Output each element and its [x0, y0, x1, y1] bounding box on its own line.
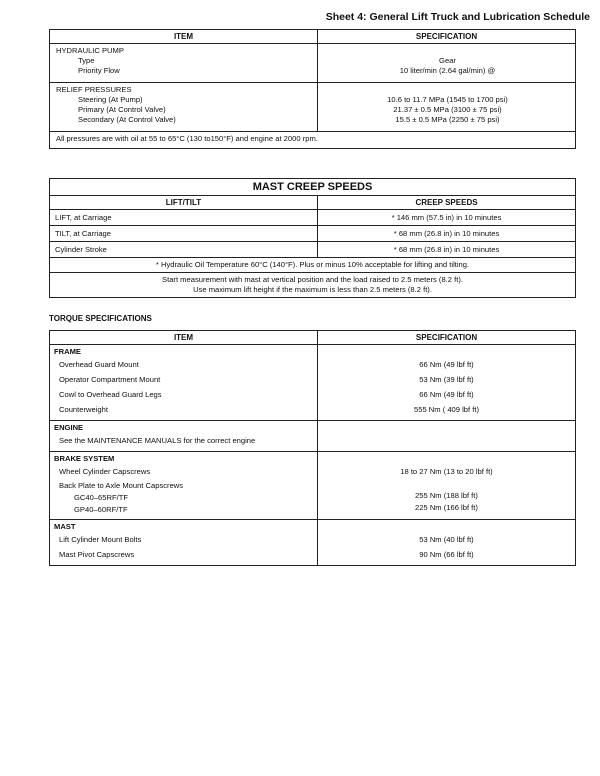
mast-item-label: Lift Cylinder Mount Bolts	[59, 535, 142, 544]
mast-item-value: 90 Nm (66 lbf ft)	[419, 550, 474, 559]
secondary-value: 15.5 ± 0.5 MPa (2250 ± 75 psi)	[395, 115, 500, 124]
col-header-lift-tilt: LIFT/TILT	[50, 196, 318, 210]
table-row	[50, 132, 576, 149]
general-spec-table	[49, 29, 576, 149]
mast-item-label: Mast Pivot Capscrews	[59, 550, 135, 559]
gp-model-value: 225 Nm (166 lbf ft)	[415, 503, 478, 512]
creep-row-label: Cylinder Stroke	[50, 242, 318, 258]
mast-creep-table	[49, 178, 576, 298]
priority-flow-label: Priority Flow	[78, 66, 120, 75]
wheel-cylinder-value: 18 to 27 Nm (13 to 20 lbf ft)	[400, 467, 493, 476]
table-row	[50, 421, 576, 452]
creep-row-label: TILT, at Carriage	[50, 226, 318, 242]
frame-item-label: Operator Compartment Mount	[59, 375, 161, 384]
frame-section: FRAME	[54, 347, 81, 356]
creep-row-label: LIFT, at Carriage	[50, 210, 318, 226]
table-row	[50, 258, 576, 273]
col-header-specification: SPECIFICATION	[318, 331, 576, 345]
col-header-creep-speeds: CREEP SPEEDS	[318, 196, 576, 210]
primary-label: Primary (At Control Valve)	[78, 105, 166, 114]
engine-section: ENGINE	[54, 423, 84, 432]
col-header-specification: SPECIFICATION	[318, 30, 576, 44]
type-value: Gear	[439, 56, 456, 65]
creep-row-value: * 68 mm (26.8 in) in 10 minutes	[318, 242, 576, 258]
primary-value: 21.37 ± 0.5 MPa (3100 ± 75 psi)	[393, 105, 502, 114]
table-row	[50, 345, 576, 421]
gc-model-value: 255 Nm (188 lbf ft)	[415, 491, 478, 500]
mast-item-value: 53 Nm (40 lbf ft)	[419, 535, 474, 544]
creep-row-value: * 68 mm (26.8 in) in 10 minutes	[318, 226, 576, 242]
col-header-item: ITEM	[50, 331, 318, 345]
wheel-cylinder-label: Wheel Cylinder Capscrews	[59, 467, 151, 476]
measurement-note-line2: Use maximum lift height if the maximum is less than 2.5 meters (8.2 ft).	[193, 285, 432, 294]
steering-value: 10.6 to 11.7 MPa (1545 to 1700 psi)	[387, 95, 508, 104]
frame-item-label: Overhead Guard Mount	[59, 360, 139, 369]
table-row	[50, 44, 576, 83]
table-row	[50, 210, 576, 226]
table-row	[50, 520, 576, 566]
mast-creep-title: MAST CREEP SPEEDS	[50, 179, 576, 196]
relief-pressures-label: RELIEF PRESSURES	[56, 85, 132, 94]
mast-section: MAST	[54, 522, 76, 531]
hydraulic-pump-label: HYDRAULIC PUMP	[56, 46, 124, 55]
torque-spec-table	[49, 330, 576, 566]
pressure-note: All pressures are with oil at 55 to 65°C (130 to150°F) and engine at 2000 rpm.	[50, 132, 576, 149]
table-row	[50, 83, 576, 132]
type-label: Type	[78, 56, 95, 65]
gp-model-label: GP40–60RF/TF	[74, 505, 128, 514]
table-row	[50, 273, 576, 298]
secondary-label: Secondary (At Control Valve)	[78, 115, 176, 124]
frame-item-value: 66 Nm (49 lbf ft)	[419, 360, 474, 369]
hydraulic-temp-note: * Hydraulic Oil Temperature 60°C (140°F). Plus or minus 10% acceptable for lifting and tilting.	[50, 258, 576, 273]
steering-label: Steering (At Pump)	[78, 95, 143, 104]
frame-item-label: Counterweight	[59, 405, 108, 414]
table-row	[50, 226, 576, 242]
back-plate-label: Back Plate to Axle Mount Capscrews	[59, 481, 184, 490]
torque-heading: TORQUE SPECIFICATIONS	[49, 314, 152, 323]
measurement-note-line1: Start measurement with mast at vertical position and the load raised to 2.5 meters (8.2 ft).	[162, 275, 463, 284]
frame-item-label: Cowl to Overhead Guard Legs	[59, 390, 162, 399]
frame-item-value: 66 Nm (49 lbf ft)	[419, 390, 474, 399]
table-row	[50, 452, 576, 520]
frame-item-value: 555 Nm ( 409 lbf ft)	[414, 405, 479, 414]
sheet-title: Sheet 4: General Lift Truck and Lubrication Schedule	[325, 11, 590, 23]
brake-section: BRAKE SYSTEM	[54, 454, 115, 463]
col-header-item: ITEM	[50, 30, 318, 44]
table-row	[50, 242, 576, 258]
frame-item-value: 53 Nm (39 lbf ft)	[419, 375, 474, 384]
creep-row-value: * 146 mm (57.5 in) in 10 minutes	[318, 210, 576, 226]
engine-note: See the MAINTENANCE MANUALS for the correct engine	[59, 436, 256, 445]
gc-model-label: GC40–65RF/TF	[74, 493, 129, 502]
priority-flow-value: 10 liter/min (2.64 gal/min) @	[399, 66, 496, 75]
